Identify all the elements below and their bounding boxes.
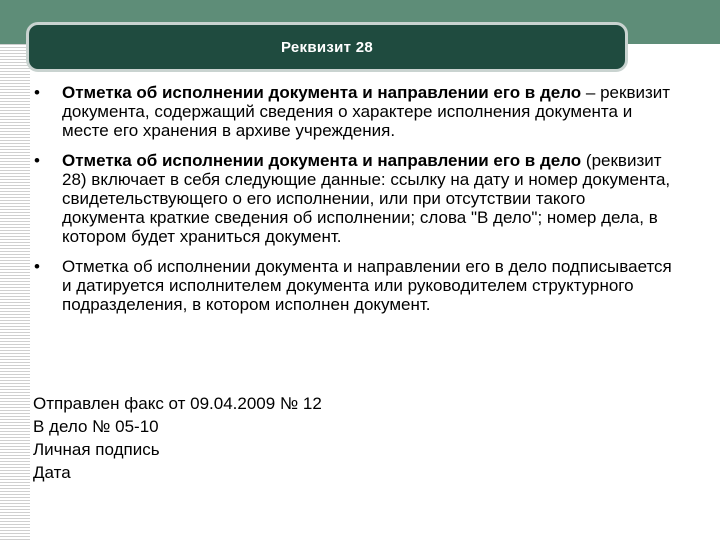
bullet-item [32,257,672,314]
slide-title-bar [26,22,628,72]
example-line-signature: Личная подпись [33,440,160,459]
bullet-bold-term: Отметка об исполнении документа и направлении его в дело [62,83,582,102]
bullet-text: (реквизит 28) включает в себя следующие данные: ссылку на дату и номер документа, свидетельствующего о его исполнении, или при отсутствии такого документа краткие сведения об исполнении; слова "В дело"; номер дела, в котором будет храниться документ. [62,151,671,246]
example-line-case: В дело № 05-10 [33,417,159,436]
example-line-date: Дата [33,463,71,482]
bullet-list [32,83,672,325]
bullet-bold-term: Отметка об исполнении документа и направлении его в дело [62,151,582,170]
bullet-icon: • [34,257,40,276]
bullet-item [32,151,672,246]
bullet-icon: • [34,151,40,170]
example-line-fax: Отправлен факс от 09.04.2009 № 12 [33,394,322,413]
bullet-text: – реквизит документа, содержащий сведения о характере исполнения документа и месте его хранения в архиве учреждения. [62,83,671,140]
bullet-icon: • [34,83,40,102]
example-note [33,392,633,484]
left-stripes-decoration [0,44,30,540]
slide-title: Реквизит 28 [280,38,374,56]
bullet-item [32,83,672,140]
bullet-text: Отметка об исполнении документа и направлении его в дело подписывается и датируется исполнителем документа или руководителем структурного подразделения, в котором исполнен документ. [62,257,672,314]
